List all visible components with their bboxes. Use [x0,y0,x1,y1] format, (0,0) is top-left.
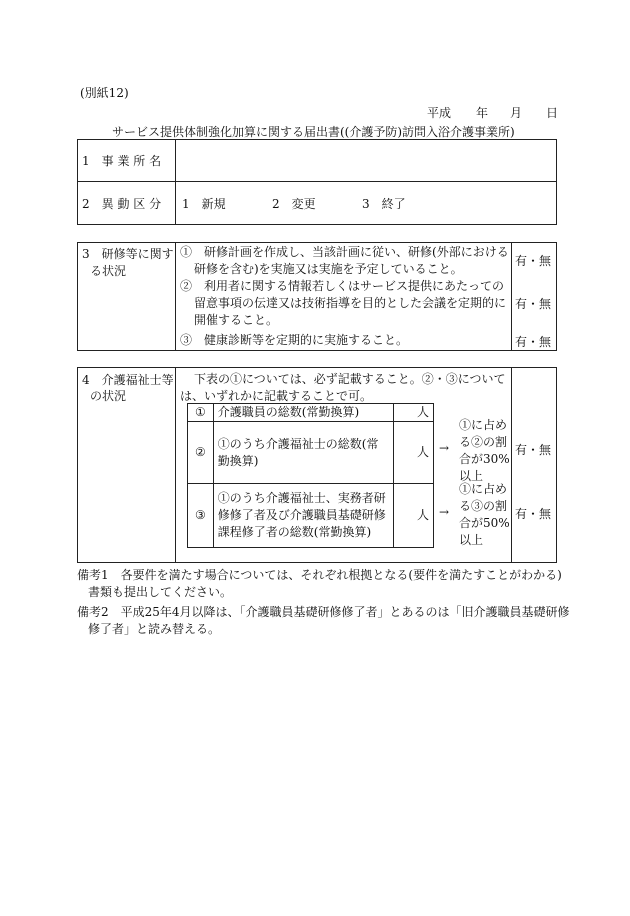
caregiver-label-2: の状況 [90,389,127,403]
training-label: 3 研修等に関す [82,247,174,261]
remark-2: 備考2 平成25年4月以降は、「介護職員基礎研修修了者」とあるのは「旧介護職員基礎研修 修了者」と読み替える。 [77,605,570,636]
change-type-label: 2 異 動 区 分 [82,197,162,211]
caregiver-choice-3[interactable]: 有・無 [515,507,552,521]
count-input-2[interactable]: 人 [393,422,433,484]
ratio-note-3: ①に占め る③の割 合が50% 以上 [459,482,510,547]
count-input-1[interactable]: 人 [393,404,433,422]
row-number: ② [188,422,214,484]
training-choice-2[interactable]: 有・無 [515,297,552,311]
row-number: ① [188,404,214,422]
caregiver-label: 4 介護福祉士等 [82,373,174,387]
row-label: ①のうち介護福祉士の総数(常 勤換算) [213,422,393,484]
row-label: ①のうち介護福祉士、実務者研 修修了者及び介護職員基礎研修 課程修了者の総数(常勤換算) [213,484,393,548]
option-new[interactable]: 1 新規 [182,197,226,211]
item-number: ③ [180,333,193,347]
training-choice-3[interactable]: 有・無 [515,335,552,349]
count-input-3[interactable]: 人 [393,484,433,548]
staff-row-1 [188,404,434,422]
date-era: 平成 [427,106,452,120]
date-day: 日 [546,106,559,120]
date-month: 月 [510,106,523,120]
training-item-1: ① 研修計画を作成し、当該計画に従い、研修(外部における 研修を含む)を実施又は実施を予定していること。 [180,245,509,276]
document-title: サービス提供体制強化加算に関する届出書((介護予防)訪問入浴介護事業所) [112,125,515,139]
option-change[interactable]: 2 変更 [272,197,316,211]
staff-row-2 [188,422,434,484]
attachment-number: (別紙12) [80,86,129,100]
ratio-note-2: ①に占め る②の割 合が30% 以上 [459,418,510,483]
arrow-icon: → [439,441,450,455]
item-number: ② [180,279,193,293]
training-label-2: る状況 [90,264,127,278]
training-item-2: ② 利用者に関する情報若しくはサービス提供にあたっての 留意事項の伝達又は技術指導を目的とした会議を定期的に 開催すること。 [180,279,507,327]
item-number: ① [180,245,193,259]
row-number: ③ [188,484,214,548]
training-item-3: ③ 健康診断等を定期的に実施すること。 [180,333,409,347]
business-name-label: 1 事 業 所 名 [82,154,162,168]
staff-count-table [187,403,434,548]
staff-row-3 [188,484,434,548]
caregiver-instruction: 下表の①については、必ず記載すること。②・③について は、いずれかに記載することで可。 [180,372,506,403]
training-choice-1[interactable]: 有・無 [515,254,552,268]
date-year: 年 [476,106,489,120]
caregiver-choice-2[interactable]: 有・無 [515,443,552,457]
row-label: 介護職員の総数(常勤換算) [213,404,393,422]
remark-1: 備考1 各要件を満たす場合については、それぞれ根拠となる(要件を満たすことがわかる) 書類も提出してください。 [77,568,562,599]
option-end[interactable]: 3 終了 [362,197,406,211]
arrow-icon: → [439,505,450,519]
